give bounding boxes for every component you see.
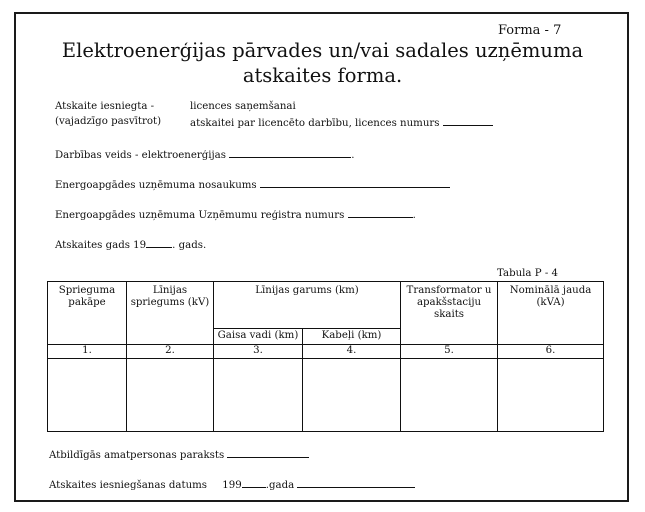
table-label: Tabula P - 4 <box>497 268 558 279</box>
col-number: 6. <box>498 345 604 359</box>
report-table <box>47 281 604 432</box>
report-year-field[interactable] <box>146 238 172 248</box>
company-name-label: Energoapgādes uzņēmuma nosaukums <box>55 180 257 191</box>
submitted-hint: (vajadzīgo pasvītrot) <box>55 116 162 127</box>
date-year-prefix: 199 <box>222 480 242 491</box>
activity-row <box>55 148 354 161</box>
form-number: Forma - 7 <box>498 23 562 38</box>
table-cell[interactable] <box>401 359 498 432</box>
table-cell[interactable] <box>498 359 604 432</box>
col-number: 4. <box>303 345 401 359</box>
table-cell[interactable] <box>303 359 401 432</box>
col-line-voltage: Līnijas spriegums (kV) <box>127 282 214 345</box>
col-line-length: Līnijas garums (km) <box>214 282 401 329</box>
submitted-option-report[interactable] <box>190 116 493 129</box>
col-overhead-lines: Gaisa vadi (km) <box>214 329 303 345</box>
col-substation-count: Transformator u apakšstaciju skaits <box>401 282 498 345</box>
table-cell[interactable] <box>127 359 214 432</box>
activity-period: . <box>351 150 355 161</box>
col-number: 1. <box>48 345 127 359</box>
col-rated-power: Nominālā jauda (kVA) <box>498 282 604 345</box>
submitted-option-report-text: atskaitei par licencēto darbību, licences numurs <box>190 118 440 129</box>
signature-label: Atbildīgās amatpersonas paraksts <box>49 450 225 461</box>
date-suffix: .gada <box>265 480 295 491</box>
date-label: Atskaites iesniegšanas datums <box>49 480 208 491</box>
activity-label: Darbības veids - elektroenerģijas <box>55 150 226 161</box>
signature-row <box>49 448 309 461</box>
col-number: 3. <box>214 345 303 359</box>
form-title-line1: Elektroenerģijas pārvades un/vai sadales uzņēmuma <box>61 39 584 62</box>
report-year-prefix: Atskaites gads 19 <box>55 240 147 251</box>
date-row <box>49 478 415 491</box>
company-name-field[interactable] <box>260 178 450 188</box>
register-label: Energoapgādes uzņēmuma Uzņēmumu reģistra numurs <box>55 210 345 221</box>
col-voltage-level: Sprieguma pakāpe <box>48 282 127 345</box>
activity-field[interactable] <box>229 148 351 158</box>
col-number: 2. <box>127 345 214 359</box>
register-row <box>55 208 416 221</box>
date-year-field[interactable] <box>242 478 266 488</box>
company-name-row <box>55 178 450 191</box>
submitted-option-license[interactable]: licences saņemšanai <box>190 101 296 112</box>
col-cables: Kabeļi (km) <box>303 329 401 345</box>
report-year-row <box>55 238 206 251</box>
form-title-line2: atskaites forma. <box>242 64 403 87</box>
submitted-label: Atskaite iesniegta - <box>55 101 155 112</box>
table-cell[interactable] <box>214 359 303 432</box>
register-number-field[interactable] <box>348 208 413 218</box>
license-number-field[interactable] <box>443 116 493 126</box>
col-number: 5. <box>401 345 498 359</box>
report-year-suffix: . gads. <box>172 240 207 251</box>
table-cell[interactable] <box>48 359 127 432</box>
date-field[interactable] <box>297 478 415 488</box>
signature-field[interactable] <box>227 448 309 458</box>
register-period: . <box>412 210 416 221</box>
